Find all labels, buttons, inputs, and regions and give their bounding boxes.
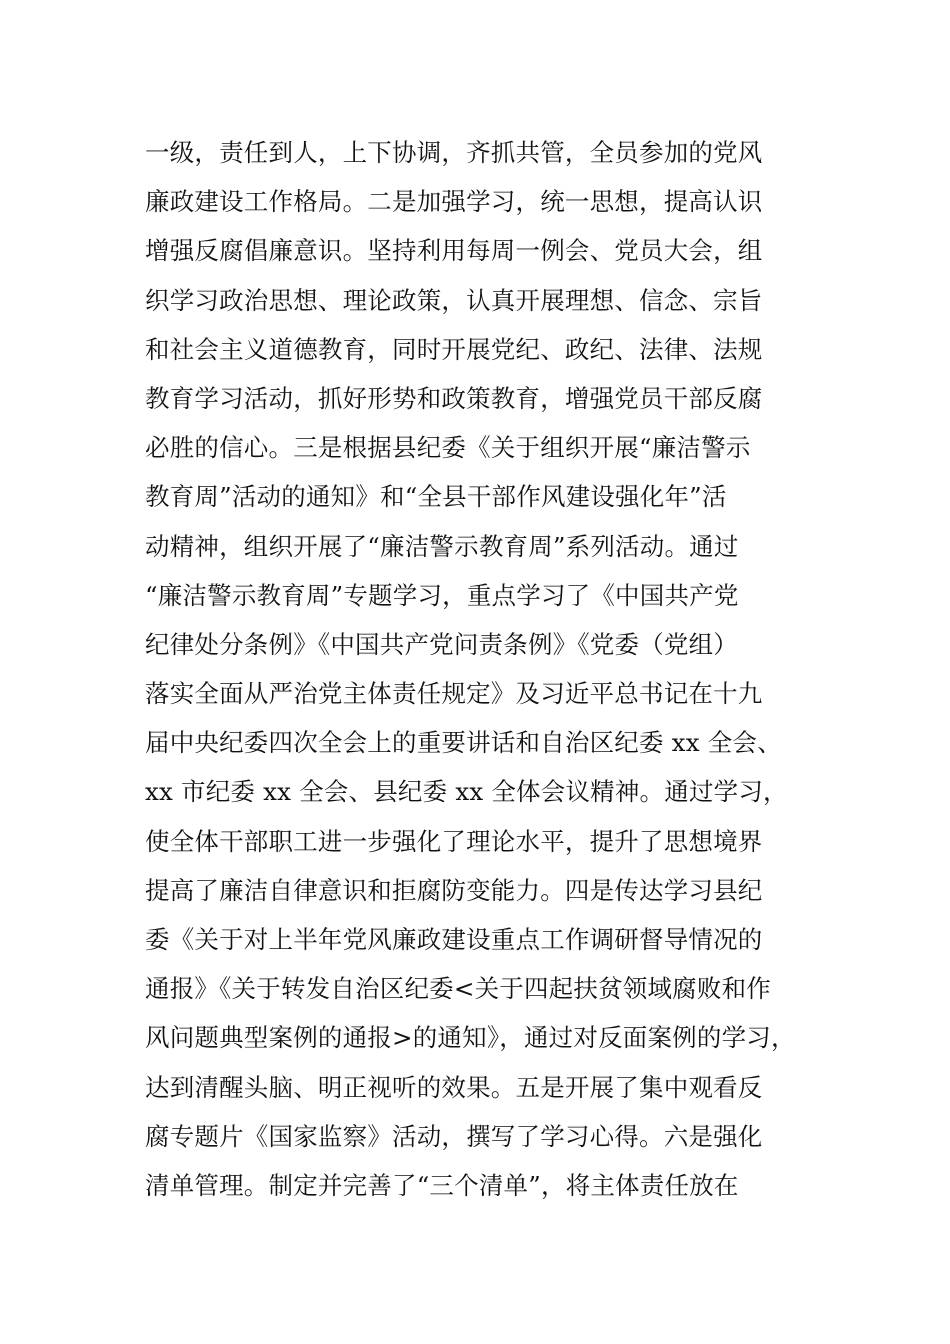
text-line: 腐专题片《国家监察》活动，撰写了学习心得。六是强化	[145, 1121, 763, 1151]
body-text	[145, 128, 825, 1210]
text-line: 和社会主义道德教育，同时开展党纪、政纪、法律、法规	[145, 334, 763, 364]
text-line: 必胜的信心。三是根据县纪委《关于组织开展“廉洁警示	[145, 433, 751, 463]
text-line: 纪律处分条例》《中国共产党问责条例》《党委（党组）	[145, 629, 738, 659]
text-line: 增强反腐倡廉意识。坚持利用每周一例会、党员大会，组	[145, 236, 763, 266]
text-line: 一级，责任到人，上下协调，齐抓共管，全员参加的党风	[145, 138, 763, 167]
text-line: 织学习政治思想、理论政策，认真开展理想、信念、宗旨	[145, 285, 763, 315]
text-line: 使全体干部职工进一步强化了理论水平，提升了思想境界	[145, 826, 763, 856]
text-line: 通报》《关于转发自治区纪委<关于四起扶贫领域腐败和作	[145, 974, 771, 1004]
text-line: “廉洁警示教育周”专题学习，重点学习了《中国共产党	[145, 580, 739, 610]
text-line: 达到清醒头脑、明正视听的效果。五是开展了集中观看反	[145, 1072, 763, 1102]
text-line: 委《关于对上半年党风廉政建设重点工作调研督导情况的	[145, 925, 763, 954]
text-line: 教育周”活动的通知》和“全县干部作风建设强化年”活	[145, 482, 727, 512]
text-line: 清单管理。制定并完善了“三个清单”，将主体责任放在	[145, 1170, 739, 1200]
text-line: 提高了廉洁自律意识和拒腐防变能力。四是传达学习县纪	[145, 875, 763, 905]
text-line: 落实全面从严治党主体责任规定》及习近平总书记在十九	[145, 679, 763, 709]
text-line: 教育学习活动，抓好形势和政策教育，增强党员干部反腐	[145, 383, 763, 413]
text-line: 动精神，组织开展了“廉洁警示教育周”系列活动。通过	[145, 531, 739, 561]
text-line: 风问题典型案例的通报>的通知》，通过对反面案例的学习，	[145, 1023, 796, 1053]
text-line: 廉政建设工作格局。二是加强学习，统一思想，提高认识	[145, 187, 763, 217]
text-line: 届中央纪委四次全会上的重要讲话和自治区纪委 xx 全会、	[145, 728, 782, 758]
text-line: xx 市纪委 xx 全会、县纪委 xx 全体会议精神。通过学习，	[145, 777, 788, 807]
